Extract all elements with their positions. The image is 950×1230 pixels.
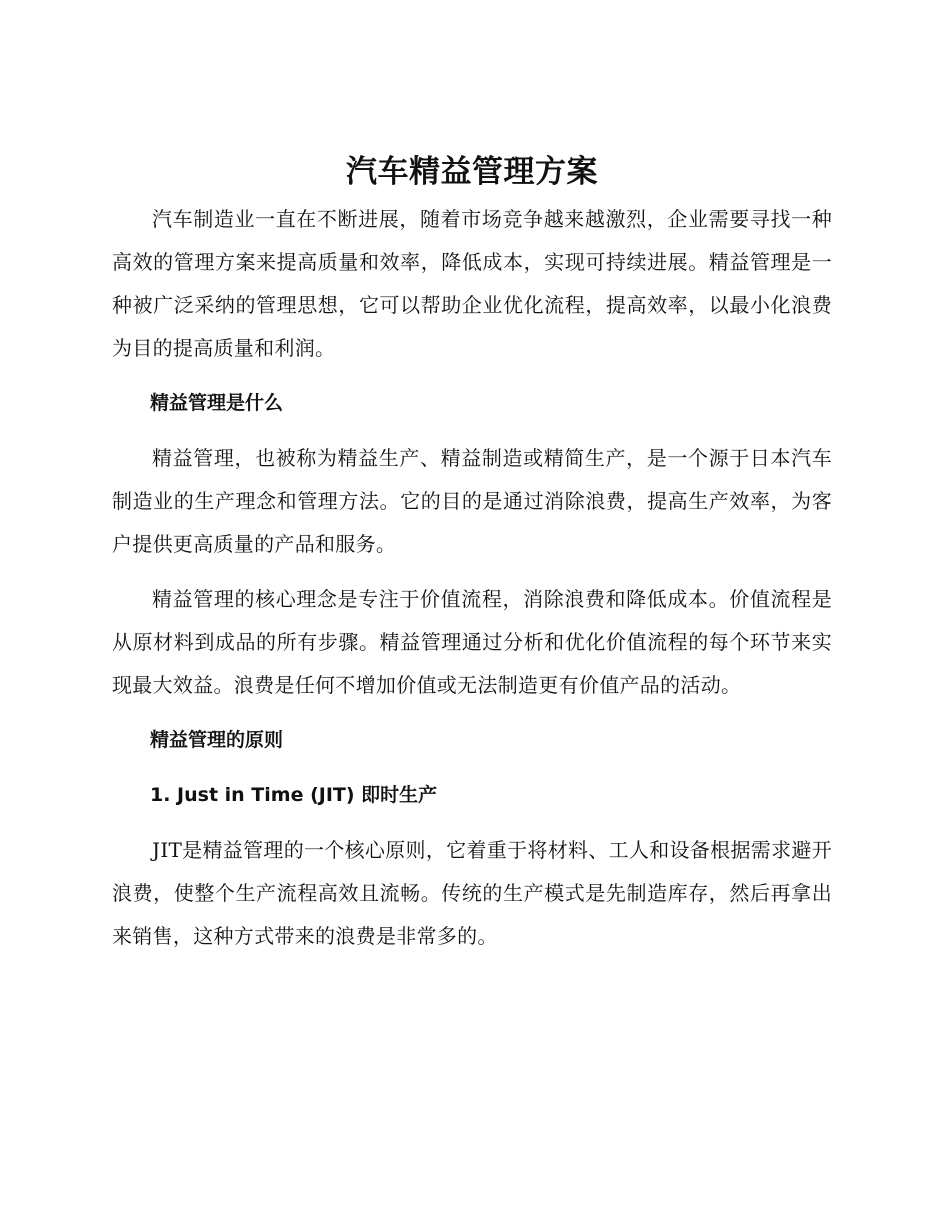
spacer (112, 707, 832, 719)
spacer (112, 817, 832, 829)
paragraph-lean-core-concept: 精益管理的核心理念是专注于价值流程，消除浪费和降低成本。价值流程是从原材料到成品的所有步骤。精益管理通过分析和优化价值流程的每个环节来实现最大效益。浪费是任何不增加价值或无法制造更有价值产品的活动。 (112, 587, 832, 697)
section-heading-principles: 精益管理的原则 (150, 729, 284, 751)
spacer (112, 425, 832, 437)
paragraph-lean-definition: 精益管理，也被称为精益生产、精益制造或精简生产，是一个源于日本汽车制造业的生产理念和管理方法。它的目的是通过消除浪费，提高生产效率，为客户提供更高质量的产品和服务。 (112, 446, 832, 556)
section-heading-what-is-lean: 精益管理是什么 (150, 392, 284, 414)
spacer (112, 762, 832, 774)
subheading-jit: 1. Just in Time (JIT) 即时生产 (150, 784, 438, 806)
document-page (112, 150, 832, 958)
paragraph-jit: JIT是精益管理的一个核心原则，它着重于将材料、工人和设备根据需求避开浪费，使整个生产流程高效且流畅。传统的生产模式是先制造库存，然后再拿出来销售，这种方式带来的浪费是非常多的。 (112, 838, 832, 948)
intro-paragraph: 汽车制造业一直在不断进展，随着市场竞争越来越激烈，企业需要寻找一种高效的管理方案来提高质量和效率，降低成本，实现可持续进展。精益管理是一种被广泛采纳的管理思想，它可以帮助企业优化流程，提高效率，以最小化浪费为目的提高质量和利润。 (112, 207, 832, 360)
spacer (112, 566, 832, 578)
document-title: 汽车精益管理方案 (346, 154, 598, 190)
spacer (112, 370, 832, 382)
